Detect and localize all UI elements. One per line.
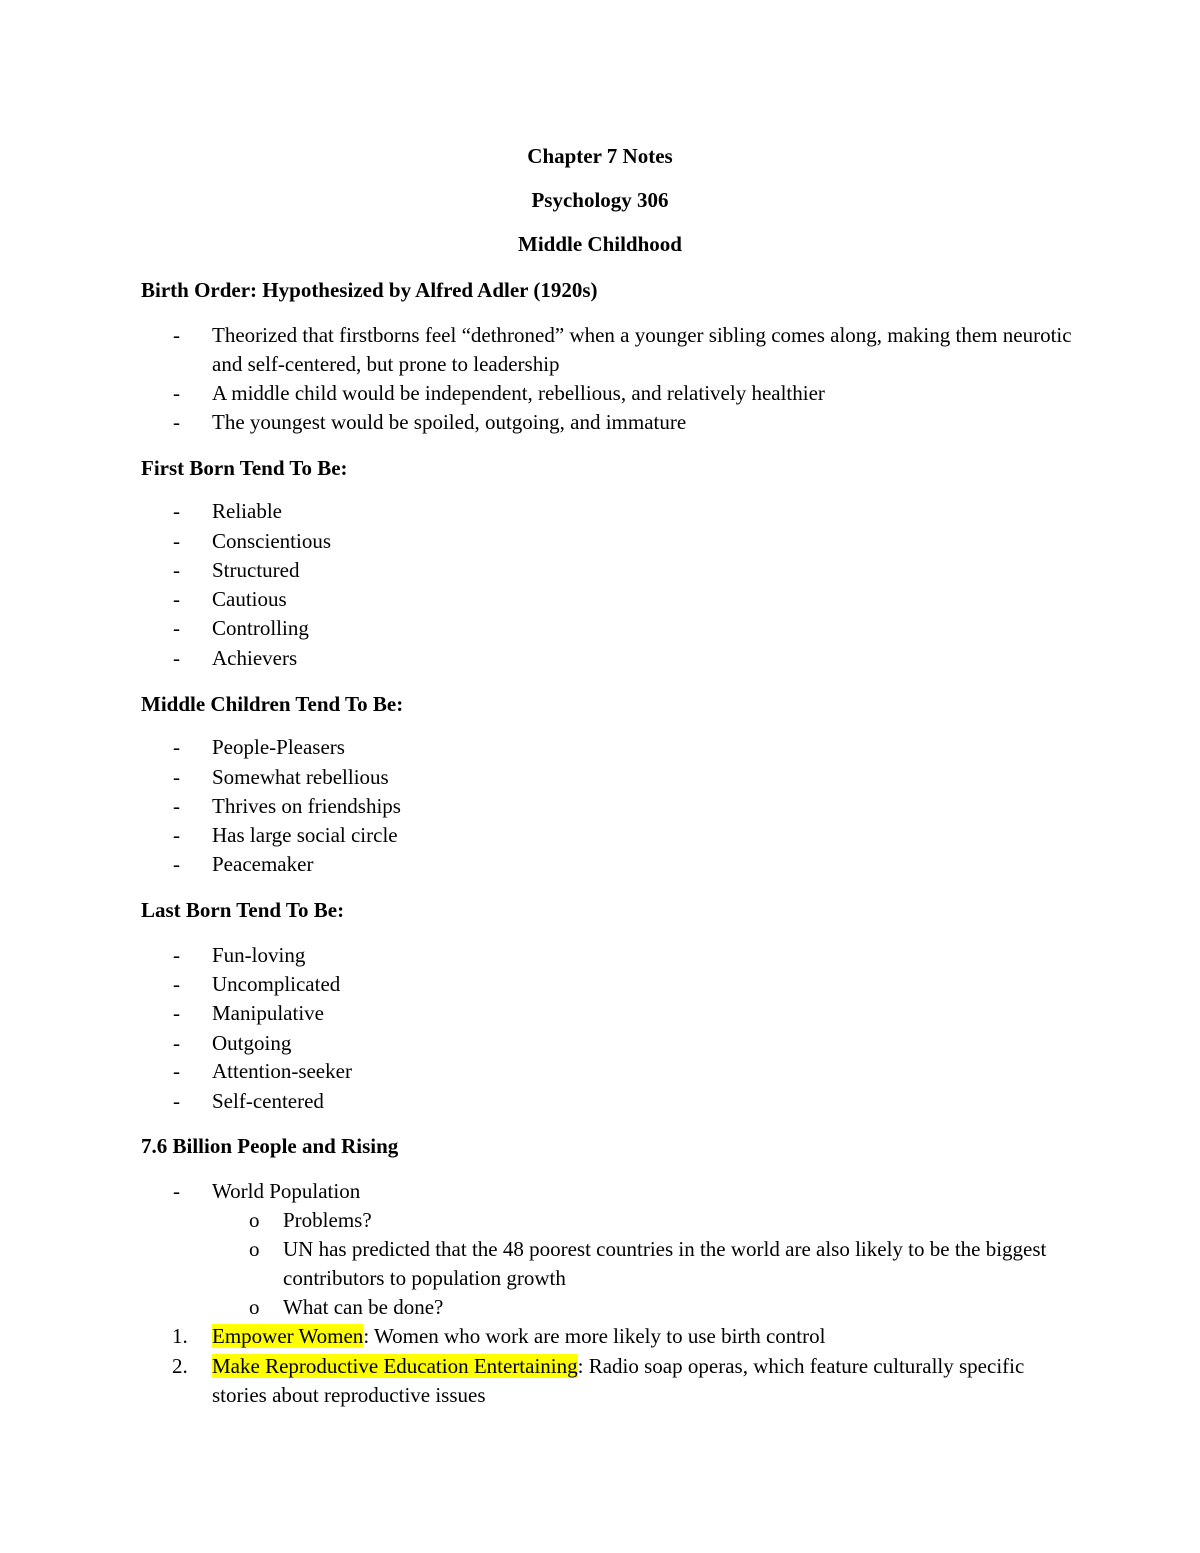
list-item-text: Outgoing — [212, 1031, 292, 1055]
middle-children-heading: Middle Children Tend To Be: — [141, 692, 404, 716]
population-heading: 7.6 Billion People and Rising — [141, 1134, 399, 1158]
bullet-marker: - — [173, 1179, 180, 1203]
sub-bullet-marker: o — [249, 1237, 260, 1261]
bullet-marker: - — [173, 794, 180, 818]
list-item-text: Thrives on friendships — [212, 794, 401, 818]
item-description: : Women who work are more likely to use birth control — [363, 1324, 826, 1348]
bullet-marker: - — [173, 558, 180, 582]
bullet-marker: - — [173, 529, 180, 553]
numbered-item-text — [212, 1352, 1072, 1410]
bullet-marker: - — [173, 1089, 180, 1113]
list-item-text: A middle child would be independent, rebellious, and relatively healthier — [212, 381, 825, 405]
bullet-marker: - — [173, 587, 180, 611]
numbered-item-text — [212, 1322, 1072, 1351]
list-item-text: Attention-seeker — [212, 1059, 352, 1083]
bullet-marker: - — [173, 616, 180, 640]
document-title: Chapter 7 Notes — [527, 144, 673, 168]
list-item-text: People-Pleasers — [212, 735, 345, 759]
item-description: : Radio soap operas, which feature culturally specific stories about reproductive issues — [212, 1354, 1025, 1407]
last-born-heading: Last Born Tend To Be: — [141, 898, 345, 922]
list-item-text: Theorized that firstborns feel “dethroned” when a younger sibling comes along, making them neurotic and self-centered, but prone to leadership — [212, 323, 1072, 376]
list-item-text: What can be done? — [283, 1295, 444, 1319]
bullet-marker: - — [173, 972, 180, 996]
bullet-marker: - — [173, 410, 180, 434]
list-item-text: Achievers — [212, 646, 298, 670]
list-item-text: Peacemaker — [212, 852, 314, 876]
list-item-text: Has large social circle — [212, 823, 398, 847]
list-item-text: World Population — [212, 1179, 361, 1203]
highlighted-phrase: Empower Women — [212, 1324, 364, 1348]
highlighted-phrase: Make Reproductive Education Entertaining — [212, 1354, 578, 1378]
list-item-text: Self-centered — [212, 1089, 324, 1113]
sub-bullet-marker: o — [249, 1295, 260, 1319]
item-number: 1. — [172, 1324, 188, 1348]
sub-bullet-marker: o — [249, 1208, 260, 1232]
bullet-marker: - — [173, 1059, 180, 1083]
list-item-text: Conscientious — [212, 529, 331, 553]
list-item-text: Somewhat rebellious — [212, 765, 389, 789]
list-item-text: Uncomplicated — [212, 972, 341, 996]
list-item-text: Fun-loving — [212, 943, 306, 967]
bullet-marker: - — [173, 823, 180, 847]
bullet-marker: - — [173, 852, 180, 876]
bullet-marker: - — [173, 1001, 180, 1025]
list-item-text: Manipulative — [212, 1001, 324, 1025]
list-item-text: Problems? — [283, 1208, 372, 1232]
bullet-marker: - — [173, 381, 180, 405]
list-item-text: Cautious — [212, 587, 287, 611]
bullet-marker: - — [173, 735, 180, 759]
bullet-marker: - — [173, 943, 180, 967]
topic-title: Middle Childhood — [518, 232, 682, 256]
first-born-heading: First Born Tend To Be: — [141, 456, 348, 480]
list-item-text: UN has predicted that the 48 poorest countries in the world are also likely to be the biggest contributors to population growth — [283, 1237, 1047, 1290]
bullet-marker: - — [173, 646, 180, 670]
birth-order-heading: Birth Order: Hypothesized by Alfred Adler (1920s) — [141, 278, 598, 302]
course-name: Psychology 306 — [531, 188, 669, 212]
bullet-marker: - — [173, 499, 180, 523]
bullet-marker: - — [173, 323, 180, 347]
item-number: 2. — [172, 1354, 188, 1378]
list-item-text: The youngest would be spoiled, outgoing, and immature — [212, 410, 687, 434]
bullet-marker: - — [173, 765, 180, 789]
bullet-marker: - — [173, 1031, 180, 1055]
list-item-text: Structured — [212, 558, 300, 582]
list-item-text: Reliable — [212, 499, 282, 523]
list-item-text: Controlling — [212, 616, 309, 640]
